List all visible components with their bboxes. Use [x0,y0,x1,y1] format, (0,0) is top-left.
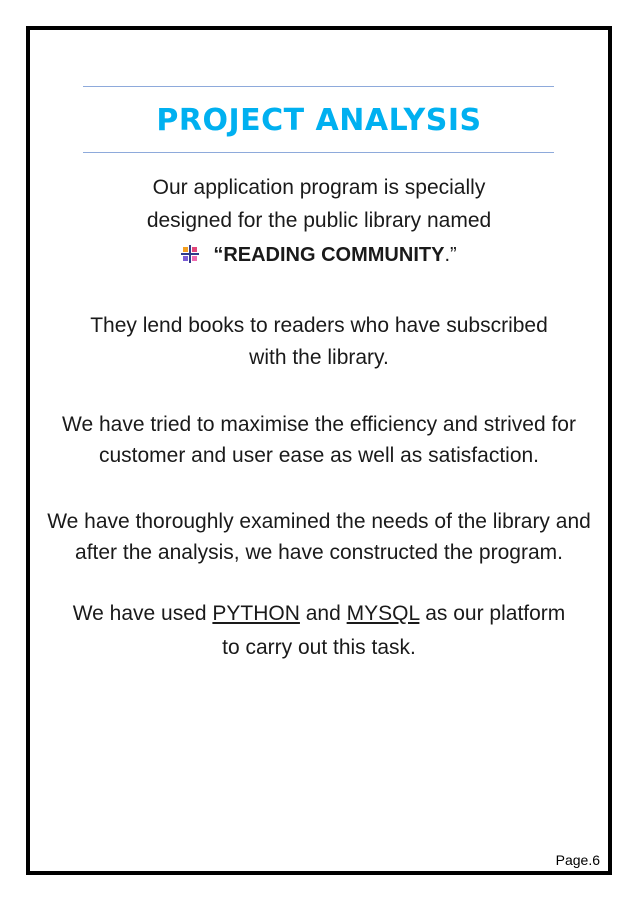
library-close: .” [444,244,457,266]
platform-line-2: to carry out this task. [222,636,416,659]
intro-line-2: designed for the public library named [146,209,492,232]
lend-line-1: They lend books to readers who have subscribed [90,314,548,337]
intro-line-1: Our application program is specially [152,176,486,199]
library-open-quote: “ [213,244,224,266]
needs-line-2: after the analysis, we have constructed the program. [75,541,563,564]
page-title: PROJECT ANALYSIS [156,103,482,138]
star-bullet-icon [181,245,199,263]
mysql-link-text: MYSQL [346,602,420,625]
efficiency-line-1: We have tried to maximise the efficiency and strived for [62,413,576,436]
needs-line-1: We have thoroughly examined the needs of the library and [47,510,591,533]
library-name-line [0,241,638,269]
python-link-text: PYTHON [212,602,300,625]
heading-rule-bottom [83,152,554,153]
library-name: READING COMMUNITY [223,244,445,266]
efficiency-line-2: customer and user ease as well as satisfaction. [98,444,540,467]
heading-rule-top [83,86,554,87]
platform-prefix: We have used [72,602,213,625]
lend-line-2: with the library. [249,346,389,369]
page-number: Page.6 [555,852,600,868]
platform-line-1 [0,600,638,628]
platform-suffix: as our platform [419,602,566,625]
platform-and: and [299,602,347,625]
